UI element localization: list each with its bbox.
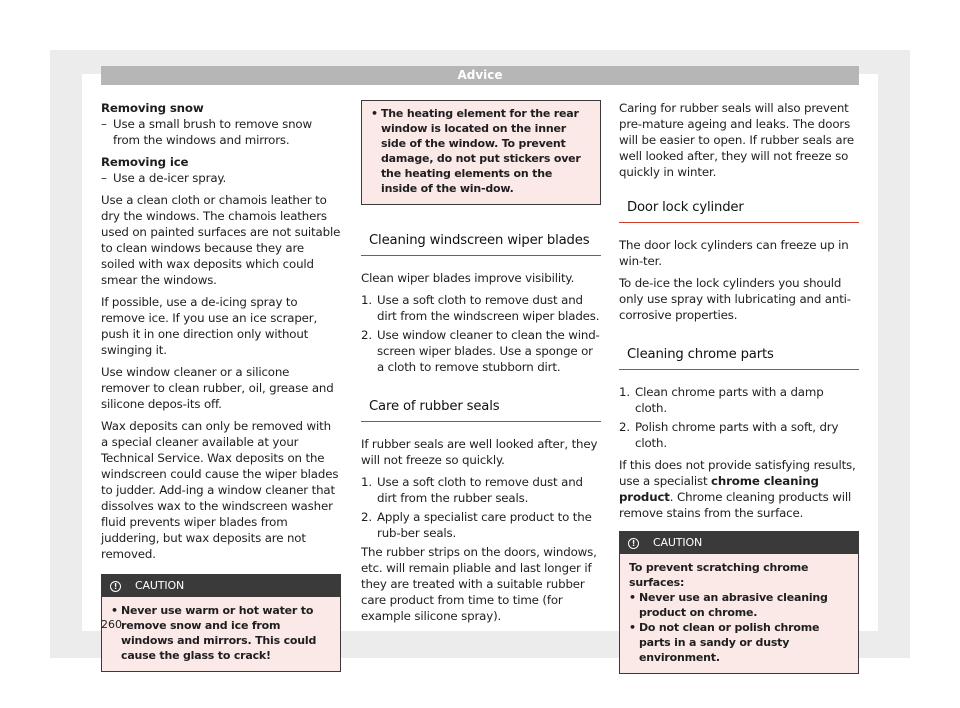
paragraph: Wax deposits can only be removed with a special cleaner available at your Technical Service. Wax deposits on the windscreen could cause the wiper blades to judder. Add-ing a window cleaner that dissolves wax to the windscreen washer fluid prevents wiper blades from juddering, but wax deposits are not removed. (101, 419, 339, 561)
dash-marker: – (101, 171, 107, 185)
wiper-intro: Clean wiper blades improve visibility. (361, 271, 575, 285)
paragraph: The door lock cylinders can freeze up in win-ter. (619, 238, 849, 268)
caution-box (101, 574, 341, 672)
paragraph: Use window cleaner or a silicone remover to clean rubber, oil, grease and silicone depos-its off. (101, 365, 334, 411)
rubber-step (361, 474, 601, 506)
removing-ice-step (101, 170, 341, 186)
text-run: . Chrome cleaning products will remove stains from the surface. (619, 490, 852, 520)
caution-box (619, 531, 859, 674)
step-text: Polish chrome parts with a soft, dry cloth. (635, 420, 839, 450)
caution-item-text: Never use an abrasive cleaning product on chrome. (639, 591, 828, 619)
chrome-heading: Cleaning chrome parts (619, 345, 859, 370)
bullet-icon: • (629, 591, 636, 604)
text-run-bold: chrome cleaning product (619, 474, 819, 504)
column-2 (361, 100, 601, 630)
wiper-heading: Cleaning windscreen wiper blades (361, 231, 601, 256)
rubber-step (361, 509, 601, 541)
rubber-outro: The rubber strips on the doors, windows, etc. will remain pliable and last longer if they are treated with a suitable rubber care product from time to time (for example silicone spray). (361, 545, 597, 623)
caution-item-text: Never use warm or hot water to remove snow and ice from windows and mirrors. This could cause the glass to crack! (121, 604, 317, 662)
bullet-icon: • (111, 604, 118, 617)
caution-header (620, 532, 858, 554)
text-run: If this does not provide satisfying results, use a specialist (619, 458, 856, 488)
paragraph: To de-ice the lock cylinders you should only use spray with lubricating and anti-corrosive properties. (619, 276, 851, 322)
page-number: 260 (101, 618, 122, 631)
removing-snow-step-text: Use a small brush to remove snow from the windows and mirrors. (113, 117, 312, 147)
column-1 (101, 100, 341, 672)
caution-body (620, 554, 858, 673)
bullet-icon: • (371, 107, 378, 120)
caution-label: CAUTION (653, 536, 703, 549)
step-number: 2. (361, 328, 372, 342)
caution-body (102, 597, 340, 671)
rubber-heading: Care of rubber seals (361, 397, 601, 422)
step-text: Clean chrome parts with a damp cloth. (635, 385, 824, 415)
step-text: Use window cleaner to clean the wind-screen wiper blades. Use a sponge or a cloth to remove stubborn dirt. (377, 328, 600, 374)
door-lock-heading: Door lock cylinder (619, 198, 859, 223)
bullet-icon: • (629, 621, 636, 634)
rubber-intro: If rubber seals are well looked after, they will not freeze so quickly. (361, 437, 598, 467)
caution-header (102, 575, 340, 597)
caution-item-text: Do not clean or polish chrome parts in a sandy or dusty environment. (639, 621, 820, 664)
caution-item (111, 603, 331, 663)
step-number: 2. (619, 420, 630, 434)
chrome-step (619, 419, 859, 451)
caution-item (629, 620, 849, 665)
step-text: Apply a specialist care product to the rub-ber seals. (377, 510, 592, 540)
paragraph: Use a clean cloth or chamois leather to dry the windows. The chamois leathers used on painted surfaces are not suitable to clean windows because they are soiled with wax deposits which could smear the windows. (101, 193, 341, 287)
removing-ice-step-text: Use a de-icer spray. (113, 171, 227, 185)
removing-snow-heading: Removing snow (101, 101, 204, 115)
step-number: 1. (361, 475, 372, 489)
paragraph: If possible, use a de-icing spray to remove ice. If you use an ice scraper, push it in one direction only without swinging it. (101, 295, 318, 357)
warning-item-text: The heating element for the rear window is located on the inner side of the window. To prevent damage, do not put stickers over the heating elements on the inside of the win-dow. (381, 107, 581, 195)
warning-body (362, 101, 600, 204)
removing-snow-step (101, 116, 341, 148)
step-number: 1. (361, 293, 372, 307)
warning-box (361, 100, 601, 205)
step-number: 2. (361, 510, 372, 524)
column-3 (619, 100, 859, 674)
caution-title: To prevent scratching chrome surfaces: (629, 561, 809, 589)
removing-ice-heading: Removing ice (101, 155, 189, 169)
caution-icon: ! (110, 581, 121, 592)
step-text: Use a soft cloth to remove dust and dirt from the rubber seals. (377, 475, 583, 505)
warning-item (371, 106, 591, 196)
caution-label: CAUTION (135, 579, 185, 592)
dash-marker: – (101, 117, 107, 131)
caution-item (629, 590, 849, 620)
wiper-step (361, 292, 601, 324)
chrome-paragraph (619, 457, 859, 521)
rubber-paragraph: Caring for rubber seals will also prevent pre-mature ageing and leaks. The doors will be easier to open. If rubber seals are well looked after, they will not freeze so quickly in winter. (619, 101, 855, 179)
step-text: Use a soft cloth to remove dust and dirt from the windscreen wiper blades. (377, 293, 600, 323)
section-header: Advice (101, 66, 859, 85)
step-number: 1. (619, 385, 630, 399)
caution-icon: ! (628, 538, 639, 549)
chrome-step (619, 384, 859, 416)
wiper-step (361, 327, 601, 375)
